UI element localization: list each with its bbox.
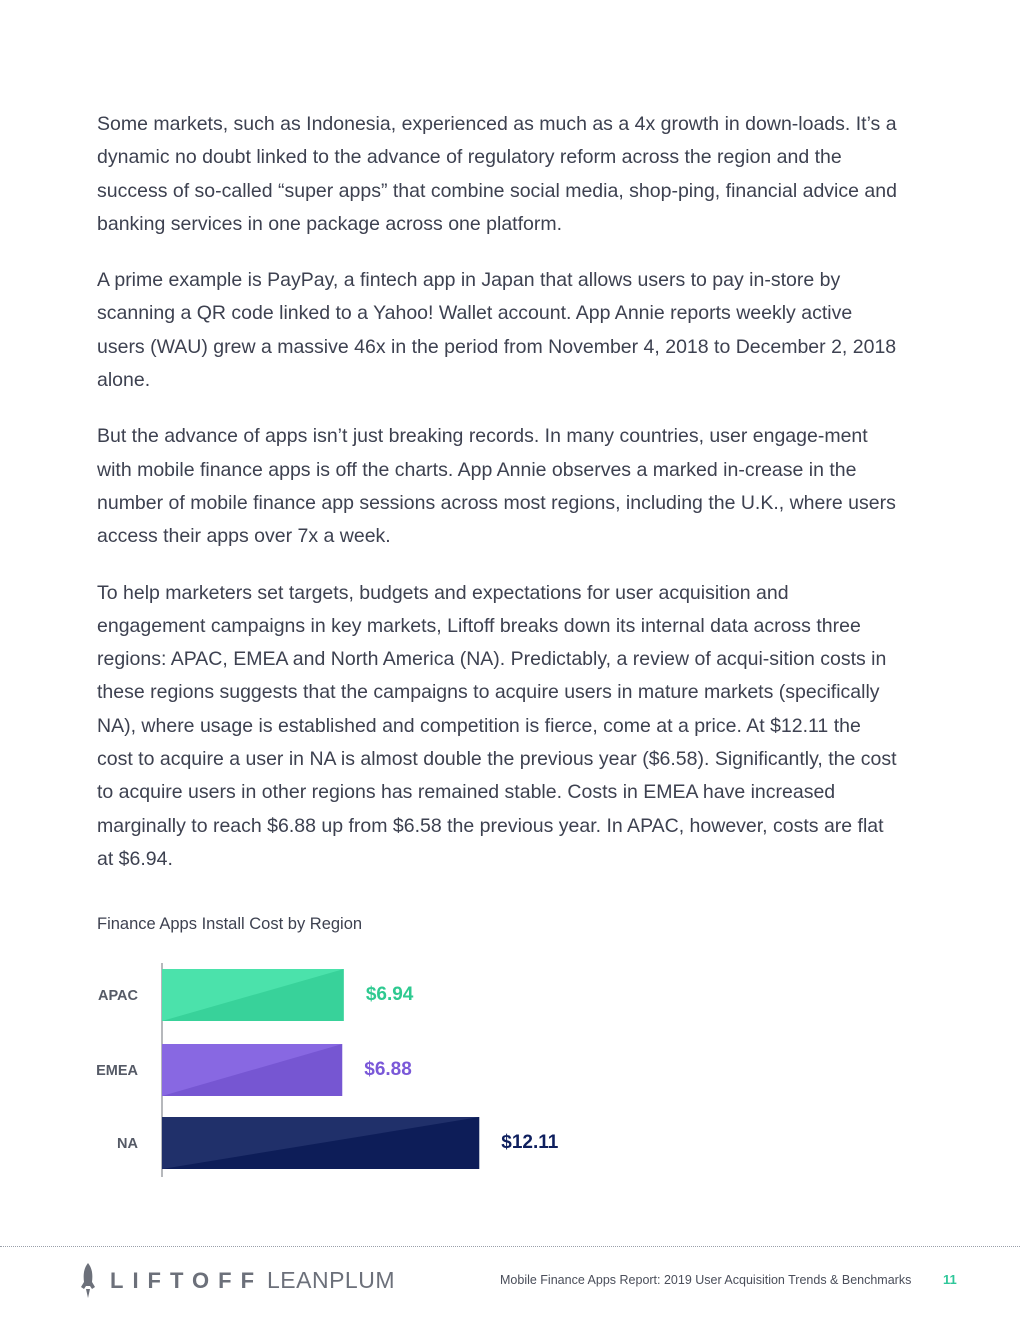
footer: [0, 1262, 1020, 1302]
category-label-na: NA: [117, 1136, 138, 1152]
paragraph: A prime example is PayPay, a fintech app in Japan that allows users to pay in-store by scanning a QR code linked to a Yahoo! Wallet account. App Annie reports weekly active users (WAU) grew a massive 46x in the period from November 4, 2018 to December 2, 2018 alone.: [97, 269, 897, 392]
category-label-apac: APAC: [97, 988, 138, 1004]
liftoff-logo: LIFTOFF: [110, 1268, 264, 1293]
bars-group: [96, 969, 559, 1169]
category-label-emea: EMEA: [96, 1063, 138, 1079]
body-text: [97, 108, 897, 899]
chart-title: Finance Apps Install Cost by Region: [97, 915, 363, 933]
leanplum-logo: LEANPLUM: [267, 1267, 395, 1293]
bar-chart: [80, 955, 640, 1185]
page-number: 11: [943, 1272, 957, 1287]
footer-divider: [0, 1246, 1020, 1247]
paragraph: To help marketers set targets, budgets and expectations for user acquisition and engagement campaigns in key markets, Liftoff breaks down its internal data across three regions: APAC, EMEA and North America (NA). Predictably, a review of acqui-sition costs in these regions suggests that the campaigns to acquire users in mature markets (specifically NA), where usage is established and competition is fierce, come at a price. At $12.11 the cost to acquire a user in NA is almost double the previous year ($6.58). Significantly, the cost to acquire users in other regions has remained stable. Costs in EMEA have increased marginally to reach $6.88 up from $6.58 the previous year. In APAC, however, costs are flat at $6.94.: [97, 581, 897, 870]
value-label-emea: $6.88: [364, 1059, 412, 1080]
paragraph: Some markets, such as Indonesia, experienced as much as a 4x growth in down-loads. It’s a dynamic no doubt linked to the advance of regulatory reform across the region and the success of so-called “super apps” that combine social media, shop-ping, financial advice and banking services in one package across one platform.: [97, 113, 897, 235]
paragraph: But the advance of apps isn’t just breaking records. In many countries, user engage-ment with mobile finance apps is off the charts. App Annie observes a marked in-crease in the number of mobile finance app sessions across most regions, including the U.K., where users access their apps over 7x a week.: [97, 425, 896, 548]
value-label-na: $12.11: [501, 1132, 559, 1153]
report-title: Mobile Finance Apps Report: 2019 User Acquisition Trends & Benchmarks: [500, 1273, 912, 1287]
value-label-apac: $6.94: [365, 984, 414, 1005]
rocket-icon: [78, 1262, 98, 1300]
